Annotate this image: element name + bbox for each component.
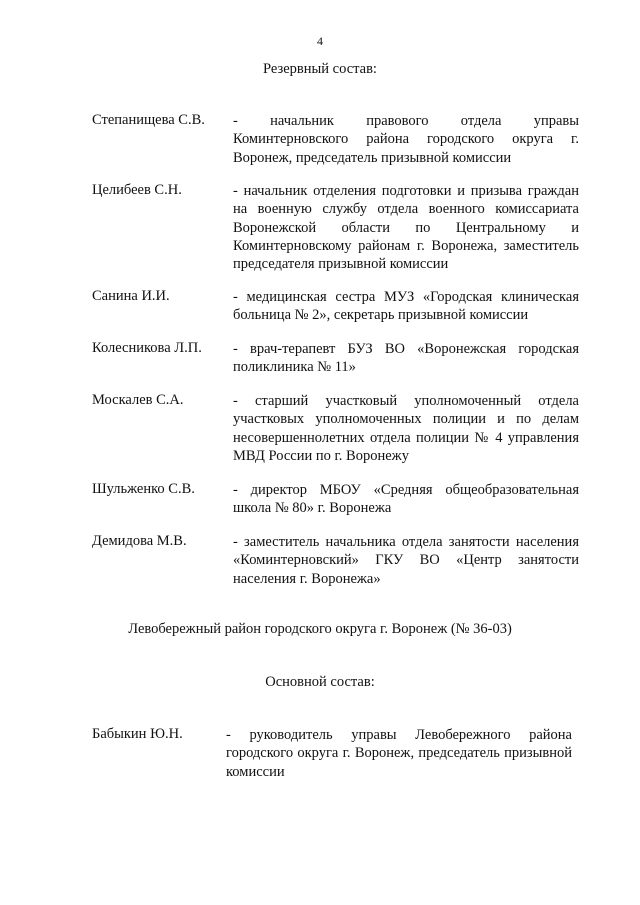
member-role: - врач-терапевт БУЗ ВО «Воронежская городская поликлиника № 11»	[233, 341, 579, 376]
member-name: Бабыкин Ю.Н.	[92, 726, 183, 742]
member-name: Шульженко С.В.	[92, 481, 195, 497]
member-name: Москалев С.А.	[92, 392, 184, 408]
main-heading: Основной состав:	[265, 674, 375, 690]
member-role: - медицинская сестра МУЗ «Городская клиническая больница № 2», секретарь призывной комиссии	[233, 289, 579, 324]
member-role: - начальник правового отдела управы Коминтерновского района городского округа г. Воронеж, председатель призывной комиссии	[233, 113, 579, 166]
member-name: Демидова М.В.	[92, 533, 187, 549]
member-role: - начальник отделения подготовки и призыва граждан на военную службу отдела военного комиссариата Воронежской области по Центральному и Коминтерновскому районам г. Воронежа, заместитель председателя призывной комиссии	[233, 183, 579, 273]
member-name: Целибеев С.Н.	[92, 182, 182, 198]
member-name: Степанищева С.В.	[92, 112, 205, 128]
member-name: Санина И.И.	[92, 288, 170, 304]
reserve-heading: Резервный состав:	[263, 61, 377, 77]
district-heading: Левобережный район городского округа г. Воронеж (№ 36-03)	[128, 621, 512, 637]
member-role: - руководитель управы Левобережного района городского округа г. Воронеж, председатель призывной комиссии	[226, 727, 572, 780]
member-name: Колесникова Л.П.	[92, 340, 202, 356]
page-number: 4	[317, 34, 323, 48]
member-role: - заместитель начальника отдела занятости населения «Коминтерновский» ГКУ ВО «Центр занятости населения г. Воронежа»	[233, 534, 579, 587]
member-role: - директор МБОУ «Средняя общеобразовательная школа № 80» г. Воронежа	[233, 482, 579, 517]
member-role: - старший участковый уполномоченный отдела участковых уполномоченных полиции и по делам несовершеннолетних отдела полиции № 4 управления МВД России по г. Воронежу	[233, 393, 579, 464]
